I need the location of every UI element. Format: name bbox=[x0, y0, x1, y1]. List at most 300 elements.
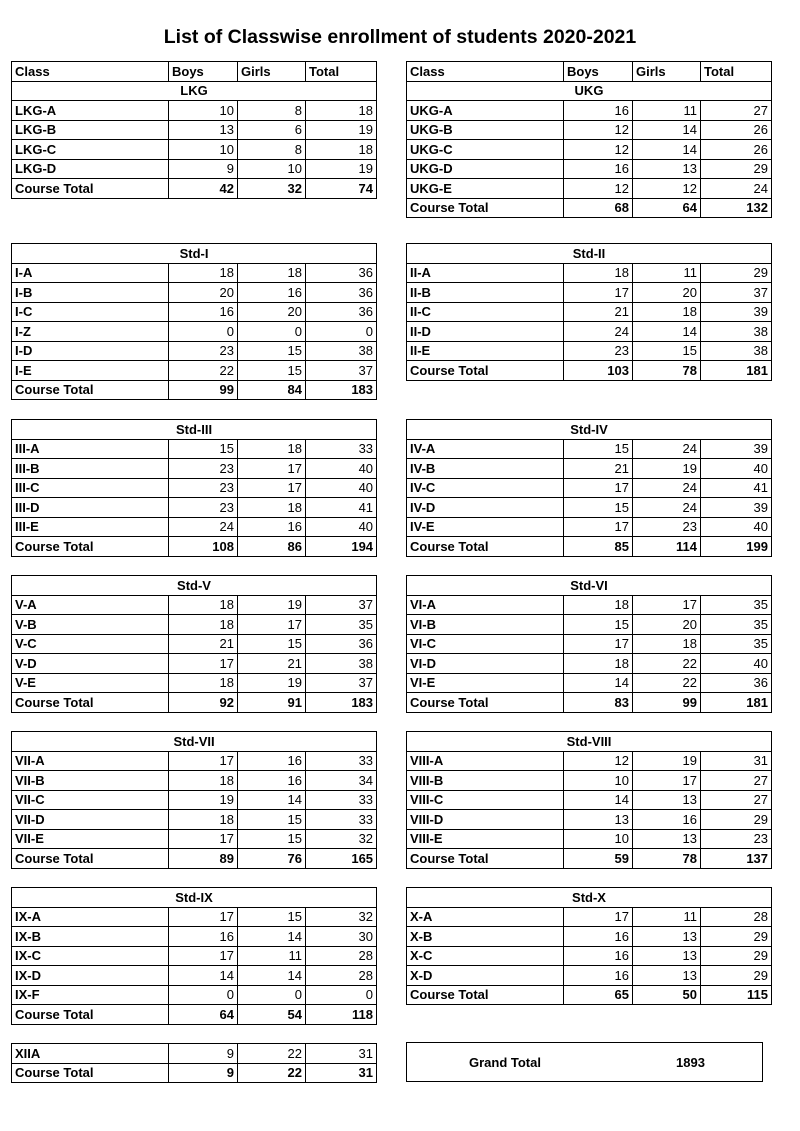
header-row bbox=[407, 62, 772, 82]
boys-cell: 24 bbox=[169, 517, 238, 537]
boys-cell: 17 bbox=[564, 634, 633, 654]
class-cell: V-E bbox=[12, 673, 169, 693]
boys-cell: 17 bbox=[564, 907, 633, 927]
total-cell: 34 bbox=[306, 771, 377, 791]
girls-cell: 11 bbox=[238, 946, 306, 966]
table-row bbox=[407, 302, 772, 322]
total-cell: 183 bbox=[306, 380, 377, 400]
section-heading: Std-I bbox=[12, 244, 377, 264]
course-total-row bbox=[12, 179, 377, 199]
total-cell: 37 bbox=[306, 361, 377, 381]
boys-cell: 18 bbox=[169, 771, 238, 791]
total-cell: 28 bbox=[306, 966, 377, 986]
boys-cell: 12 bbox=[564, 120, 633, 140]
girls-cell: 17 bbox=[238, 478, 306, 498]
boys-cell: 23 bbox=[169, 478, 238, 498]
girls-cell: 15 bbox=[238, 634, 306, 654]
class-cell: UKG-A bbox=[407, 101, 564, 121]
class-cell: IX-F bbox=[12, 985, 169, 1005]
boys-cell: 15 bbox=[564, 615, 633, 635]
table-row bbox=[12, 673, 377, 693]
enrollment-table bbox=[11, 243, 377, 400]
table-row bbox=[12, 595, 377, 615]
course-total-row bbox=[407, 985, 772, 1005]
section-heading-row bbox=[12, 420, 377, 440]
table-row bbox=[407, 595, 772, 615]
total-cell: 40 bbox=[701, 654, 772, 674]
boys-cell: 16 bbox=[564, 966, 633, 986]
boys-cell: 17 bbox=[564, 517, 633, 537]
class-cell: UKG-B bbox=[407, 120, 564, 140]
total-cell: 39 bbox=[701, 439, 772, 459]
class-cell: I-Z bbox=[12, 322, 169, 342]
class-cell: IV-E bbox=[407, 517, 564, 537]
enrollment-table bbox=[11, 1043, 377, 1083]
boys-cell: 16 bbox=[169, 927, 238, 947]
girls-cell: 18 bbox=[238, 263, 306, 283]
girls-cell: 23 bbox=[633, 517, 701, 537]
boys-cell: 17 bbox=[564, 478, 633, 498]
girls-cell: 15 bbox=[238, 810, 306, 830]
total-cell: 29 bbox=[701, 263, 772, 283]
table-row bbox=[407, 751, 772, 771]
girls-cell: 19 bbox=[238, 595, 306, 615]
boys-cell: 14 bbox=[564, 673, 633, 693]
total-cell: 35 bbox=[701, 634, 772, 654]
section-heading: Std-II bbox=[407, 244, 772, 264]
class-cell: VII-C bbox=[12, 790, 169, 810]
class-cell: I-A bbox=[12, 263, 169, 283]
class-cell: II-D bbox=[407, 322, 564, 342]
total-cell: 26 bbox=[701, 120, 772, 140]
boys-cell: 9 bbox=[169, 1063, 238, 1083]
boys-cell: 18 bbox=[169, 810, 238, 830]
table-row bbox=[407, 771, 772, 791]
total-cell: 38 bbox=[306, 654, 377, 674]
total-cell: 36 bbox=[306, 283, 377, 303]
class-cell: Course Total bbox=[407, 693, 564, 713]
class-cell: LKG-C bbox=[12, 140, 169, 160]
table-row bbox=[407, 341, 772, 361]
boys-cell: 68 bbox=[564, 198, 633, 218]
girls-cell: 17 bbox=[238, 459, 306, 479]
table-row bbox=[12, 322, 377, 342]
class-cell: VII-D bbox=[12, 810, 169, 830]
girls-cell: 13 bbox=[633, 946, 701, 966]
total-cell: 18 bbox=[306, 140, 377, 160]
column-header: Boys bbox=[169, 62, 238, 82]
total-cell: 35 bbox=[701, 615, 772, 635]
class-cell: I-C bbox=[12, 302, 169, 322]
grand-total-box bbox=[406, 1042, 763, 1082]
enrollment-table bbox=[11, 887, 377, 1025]
boys-cell: 12 bbox=[564, 140, 633, 160]
grand-total-label: Grand Total bbox=[469, 1055, 541, 1070]
boys-cell: 92 bbox=[169, 693, 238, 713]
girls-cell: 13 bbox=[633, 829, 701, 849]
class-cell: VIII-D bbox=[407, 810, 564, 830]
girls-cell: 6 bbox=[238, 120, 306, 140]
total-cell: 38 bbox=[701, 341, 772, 361]
section-heading-row bbox=[407, 576, 772, 596]
class-cell: Course Total bbox=[12, 693, 169, 713]
girls-cell: 14 bbox=[633, 322, 701, 342]
section-heading: Std-IV bbox=[407, 420, 772, 440]
table-row bbox=[407, 810, 772, 830]
table-row bbox=[12, 159, 377, 179]
total-cell: 0 bbox=[306, 985, 377, 1005]
class-cell: VIII-E bbox=[407, 829, 564, 849]
class-cell: X-A bbox=[407, 907, 564, 927]
total-cell: 40 bbox=[306, 459, 377, 479]
boys-cell: 17 bbox=[169, 751, 238, 771]
class-cell: UKG-D bbox=[407, 159, 564, 179]
table-row bbox=[407, 654, 772, 674]
girls-cell: 99 bbox=[633, 693, 701, 713]
total-cell: 37 bbox=[306, 673, 377, 693]
table-row bbox=[12, 946, 377, 966]
boys-cell: 10 bbox=[169, 140, 238, 160]
course-total-row bbox=[407, 693, 772, 713]
class-cell: III-C bbox=[12, 478, 169, 498]
section-heading-row bbox=[12, 576, 377, 596]
girls-cell: 13 bbox=[633, 966, 701, 986]
boys-cell: 64 bbox=[169, 1005, 238, 1025]
section-heading-row bbox=[407, 81, 772, 101]
section-heading-row bbox=[12, 888, 377, 908]
total-cell: 36 bbox=[701, 673, 772, 693]
girls-cell: 17 bbox=[633, 595, 701, 615]
total-cell: 199 bbox=[701, 537, 772, 557]
page-title: List of Classwise enrollment of students 2020-2021 bbox=[163, 26, 637, 48]
boys-cell: 17 bbox=[564, 283, 633, 303]
girls-cell: 15 bbox=[238, 829, 306, 849]
girls-cell: 14 bbox=[633, 120, 701, 140]
total-cell: 39 bbox=[701, 302, 772, 322]
class-cell: V-D bbox=[12, 654, 169, 674]
total-cell: 36 bbox=[306, 302, 377, 322]
class-cell: IX-D bbox=[12, 966, 169, 986]
table-row bbox=[12, 966, 377, 986]
enrollment-table bbox=[406, 419, 772, 557]
girls-cell: 18 bbox=[238, 498, 306, 518]
table-row bbox=[12, 615, 377, 635]
table-row bbox=[407, 829, 772, 849]
class-cell: III-D bbox=[12, 498, 169, 518]
boys-cell: 22 bbox=[169, 361, 238, 381]
girls-cell: 20 bbox=[633, 615, 701, 635]
girls-cell: 13 bbox=[633, 927, 701, 947]
class-cell: I-D bbox=[12, 341, 169, 361]
total-cell: 36 bbox=[306, 634, 377, 654]
total-cell: 0 bbox=[306, 322, 377, 342]
course-total-row bbox=[407, 361, 772, 381]
table-row bbox=[407, 790, 772, 810]
class-cell: Course Total bbox=[407, 985, 564, 1005]
table-row bbox=[12, 341, 377, 361]
class-cell: II-A bbox=[407, 263, 564, 283]
girls-cell: 114 bbox=[633, 537, 701, 557]
table-row bbox=[12, 790, 377, 810]
table-row bbox=[12, 459, 377, 479]
boys-cell: 15 bbox=[169, 439, 238, 459]
boys-cell: 13 bbox=[564, 810, 633, 830]
section-heading-row bbox=[12, 732, 377, 752]
girls-cell: 54 bbox=[238, 1005, 306, 1025]
total-cell: 37 bbox=[701, 283, 772, 303]
total-cell: 118 bbox=[306, 1005, 377, 1025]
column-header: Class bbox=[12, 62, 169, 82]
total-cell: 183 bbox=[306, 693, 377, 713]
total-cell: 132 bbox=[701, 198, 772, 218]
total-cell: 39 bbox=[701, 498, 772, 518]
table-row bbox=[12, 263, 377, 283]
section-heading-row bbox=[407, 732, 772, 752]
total-cell: 38 bbox=[701, 322, 772, 342]
enrollment-table bbox=[11, 61, 377, 199]
table-row bbox=[407, 159, 772, 179]
table-row bbox=[12, 927, 377, 947]
class-cell: Course Total bbox=[12, 380, 169, 400]
boys-cell: 10 bbox=[564, 829, 633, 849]
girls-cell: 11 bbox=[633, 101, 701, 121]
enrollment-table bbox=[11, 575, 377, 713]
girls-cell: 16 bbox=[633, 810, 701, 830]
column-header: Class bbox=[407, 62, 564, 82]
enrollment-table bbox=[406, 887, 772, 1005]
table-row bbox=[12, 439, 377, 459]
total-cell: 29 bbox=[701, 946, 772, 966]
girls-cell: 22 bbox=[633, 654, 701, 674]
section-heading: Std-VII bbox=[12, 732, 377, 752]
boys-cell: 18 bbox=[564, 263, 633, 283]
section-heading: Std-VI bbox=[407, 576, 772, 596]
boys-cell: 9 bbox=[169, 1044, 238, 1064]
table-row bbox=[407, 673, 772, 693]
section-heading: LKG bbox=[12, 81, 377, 101]
section-heading-row bbox=[407, 244, 772, 264]
class-cell: VI-A bbox=[407, 595, 564, 615]
boys-cell: 89 bbox=[169, 849, 238, 869]
table-row bbox=[407, 120, 772, 140]
class-cell: Course Total bbox=[12, 1063, 169, 1083]
boys-cell: 20 bbox=[169, 283, 238, 303]
table-row bbox=[407, 322, 772, 342]
boys-cell: 16 bbox=[564, 159, 633, 179]
table-row bbox=[12, 517, 377, 537]
class-cell: LKG-A bbox=[12, 101, 169, 121]
class-cell: IX-B bbox=[12, 927, 169, 947]
section-heading: Std-IX bbox=[12, 888, 377, 908]
table-row bbox=[407, 927, 772, 947]
class-cell: Course Total bbox=[12, 849, 169, 869]
girls-cell: 17 bbox=[633, 771, 701, 791]
total-cell: 31 bbox=[306, 1063, 377, 1083]
class-cell: II-C bbox=[407, 302, 564, 322]
class-cell: IX-C bbox=[12, 946, 169, 966]
girls-cell: 14 bbox=[238, 966, 306, 986]
boys-cell: 15 bbox=[564, 439, 633, 459]
total-cell: 31 bbox=[306, 1044, 377, 1064]
table-row bbox=[12, 140, 377, 160]
class-cell: Course Total bbox=[407, 849, 564, 869]
class-cell: UKG-C bbox=[407, 140, 564, 160]
table-row bbox=[407, 498, 772, 518]
total-cell: 32 bbox=[306, 907, 377, 927]
table-row bbox=[407, 907, 772, 927]
boys-cell: 21 bbox=[564, 459, 633, 479]
boys-cell: 23 bbox=[169, 498, 238, 518]
boys-cell: 103 bbox=[564, 361, 633, 381]
boys-cell: 99 bbox=[169, 380, 238, 400]
girls-cell: 24 bbox=[633, 498, 701, 518]
total-cell: 19 bbox=[306, 159, 377, 179]
girls-cell: 8 bbox=[238, 101, 306, 121]
table-row bbox=[12, 101, 377, 121]
total-cell: 24 bbox=[701, 179, 772, 199]
column-header: Girls bbox=[238, 62, 306, 82]
boys-cell: 19 bbox=[169, 790, 238, 810]
girls-cell: 86 bbox=[238, 537, 306, 557]
table-row bbox=[12, 771, 377, 791]
total-cell: 41 bbox=[701, 478, 772, 498]
class-cell: IV-D bbox=[407, 498, 564, 518]
total-cell: 165 bbox=[306, 849, 377, 869]
class-cell: V-C bbox=[12, 634, 169, 654]
course-total-row bbox=[407, 537, 772, 557]
total-cell: 29 bbox=[701, 927, 772, 947]
boys-cell: 65 bbox=[564, 985, 633, 1005]
total-cell: 28 bbox=[701, 907, 772, 927]
girls-cell: 15 bbox=[633, 341, 701, 361]
course-total-row bbox=[12, 849, 377, 869]
boys-cell: 18 bbox=[169, 263, 238, 283]
course-total-row bbox=[12, 693, 377, 713]
girls-cell: 19 bbox=[633, 751, 701, 771]
table-row bbox=[12, 907, 377, 927]
enrollment-table bbox=[406, 243, 772, 381]
total-cell: 33 bbox=[306, 751, 377, 771]
total-cell: 18 bbox=[306, 101, 377, 121]
table-row bbox=[407, 263, 772, 283]
class-cell: X-C bbox=[407, 946, 564, 966]
table-row bbox=[12, 654, 377, 674]
table-row bbox=[12, 302, 377, 322]
total-cell: 33 bbox=[306, 790, 377, 810]
girls-cell: 8 bbox=[238, 140, 306, 160]
boys-cell: 21 bbox=[169, 634, 238, 654]
boys-cell: 15 bbox=[564, 498, 633, 518]
class-cell: III-E bbox=[12, 517, 169, 537]
enrollment-table bbox=[11, 419, 377, 557]
class-cell: VIII-A bbox=[407, 751, 564, 771]
table-row bbox=[407, 101, 772, 121]
class-cell: III-B bbox=[12, 459, 169, 479]
table-row bbox=[407, 517, 772, 537]
section-heading-row bbox=[12, 81, 377, 101]
girls-cell: 50 bbox=[633, 985, 701, 1005]
table-row bbox=[407, 478, 772, 498]
girls-cell: 0 bbox=[238, 985, 306, 1005]
girls-cell: 13 bbox=[633, 790, 701, 810]
total-cell: 194 bbox=[306, 537, 377, 557]
girls-cell: 15 bbox=[238, 341, 306, 361]
class-cell: VI-D bbox=[407, 654, 564, 674]
boys-cell: 23 bbox=[169, 341, 238, 361]
total-cell: 74 bbox=[306, 179, 377, 199]
boys-cell: 14 bbox=[564, 790, 633, 810]
class-cell: LKG-D bbox=[12, 159, 169, 179]
class-cell: VI-B bbox=[407, 615, 564, 635]
total-cell: 29 bbox=[701, 966, 772, 986]
class-cell: Course Total bbox=[407, 361, 564, 381]
girls-cell: 19 bbox=[238, 673, 306, 693]
class-cell: X-D bbox=[407, 966, 564, 986]
table-row bbox=[12, 283, 377, 303]
total-cell: 40 bbox=[701, 459, 772, 479]
column-header: Boys bbox=[564, 62, 633, 82]
girls-cell: 16 bbox=[238, 771, 306, 791]
section-heading: Std-III bbox=[12, 420, 377, 440]
total-cell: 32 bbox=[306, 829, 377, 849]
total-cell: 35 bbox=[701, 595, 772, 615]
table-row bbox=[407, 615, 772, 635]
girls-cell: 24 bbox=[633, 478, 701, 498]
total-cell: 35 bbox=[306, 615, 377, 635]
boys-cell: 17 bbox=[169, 946, 238, 966]
class-cell: VII-B bbox=[12, 771, 169, 791]
boys-cell: 10 bbox=[564, 771, 633, 791]
class-cell: VI-C bbox=[407, 634, 564, 654]
table-row bbox=[12, 751, 377, 771]
boys-cell: 18 bbox=[169, 615, 238, 635]
boys-cell: 9 bbox=[169, 159, 238, 179]
girls-cell: 14 bbox=[238, 927, 306, 947]
boys-cell: 59 bbox=[564, 849, 633, 869]
column-header: Girls bbox=[633, 62, 701, 82]
enrollment-table bbox=[406, 575, 772, 713]
total-cell: 33 bbox=[306, 810, 377, 830]
total-cell: 37 bbox=[306, 595, 377, 615]
total-cell: 23 bbox=[701, 829, 772, 849]
total-cell: 40 bbox=[306, 517, 377, 537]
boys-cell: 17 bbox=[169, 907, 238, 927]
class-cell: X-B bbox=[407, 927, 564, 947]
girls-cell: 10 bbox=[238, 159, 306, 179]
class-cell: IX-A bbox=[12, 907, 169, 927]
table-row bbox=[12, 120, 377, 140]
girls-cell: 12 bbox=[633, 179, 701, 199]
class-cell: VIII-B bbox=[407, 771, 564, 791]
girls-cell: 18 bbox=[633, 634, 701, 654]
column-header: Total bbox=[306, 62, 377, 82]
girls-cell: 64 bbox=[633, 198, 701, 218]
class-cell: Course Total bbox=[407, 198, 564, 218]
course-total-row bbox=[12, 1063, 377, 1083]
class-cell: VII-A bbox=[12, 751, 169, 771]
table-row bbox=[407, 634, 772, 654]
girls-cell: 15 bbox=[238, 361, 306, 381]
boys-cell: 17 bbox=[169, 654, 238, 674]
boys-cell: 10 bbox=[169, 101, 238, 121]
boys-cell: 85 bbox=[564, 537, 633, 557]
boys-cell: 18 bbox=[169, 673, 238, 693]
total-cell: 29 bbox=[701, 159, 772, 179]
table-row bbox=[12, 478, 377, 498]
total-cell: 29 bbox=[701, 810, 772, 830]
girls-cell: 20 bbox=[633, 283, 701, 303]
class-cell: VII-E bbox=[12, 829, 169, 849]
